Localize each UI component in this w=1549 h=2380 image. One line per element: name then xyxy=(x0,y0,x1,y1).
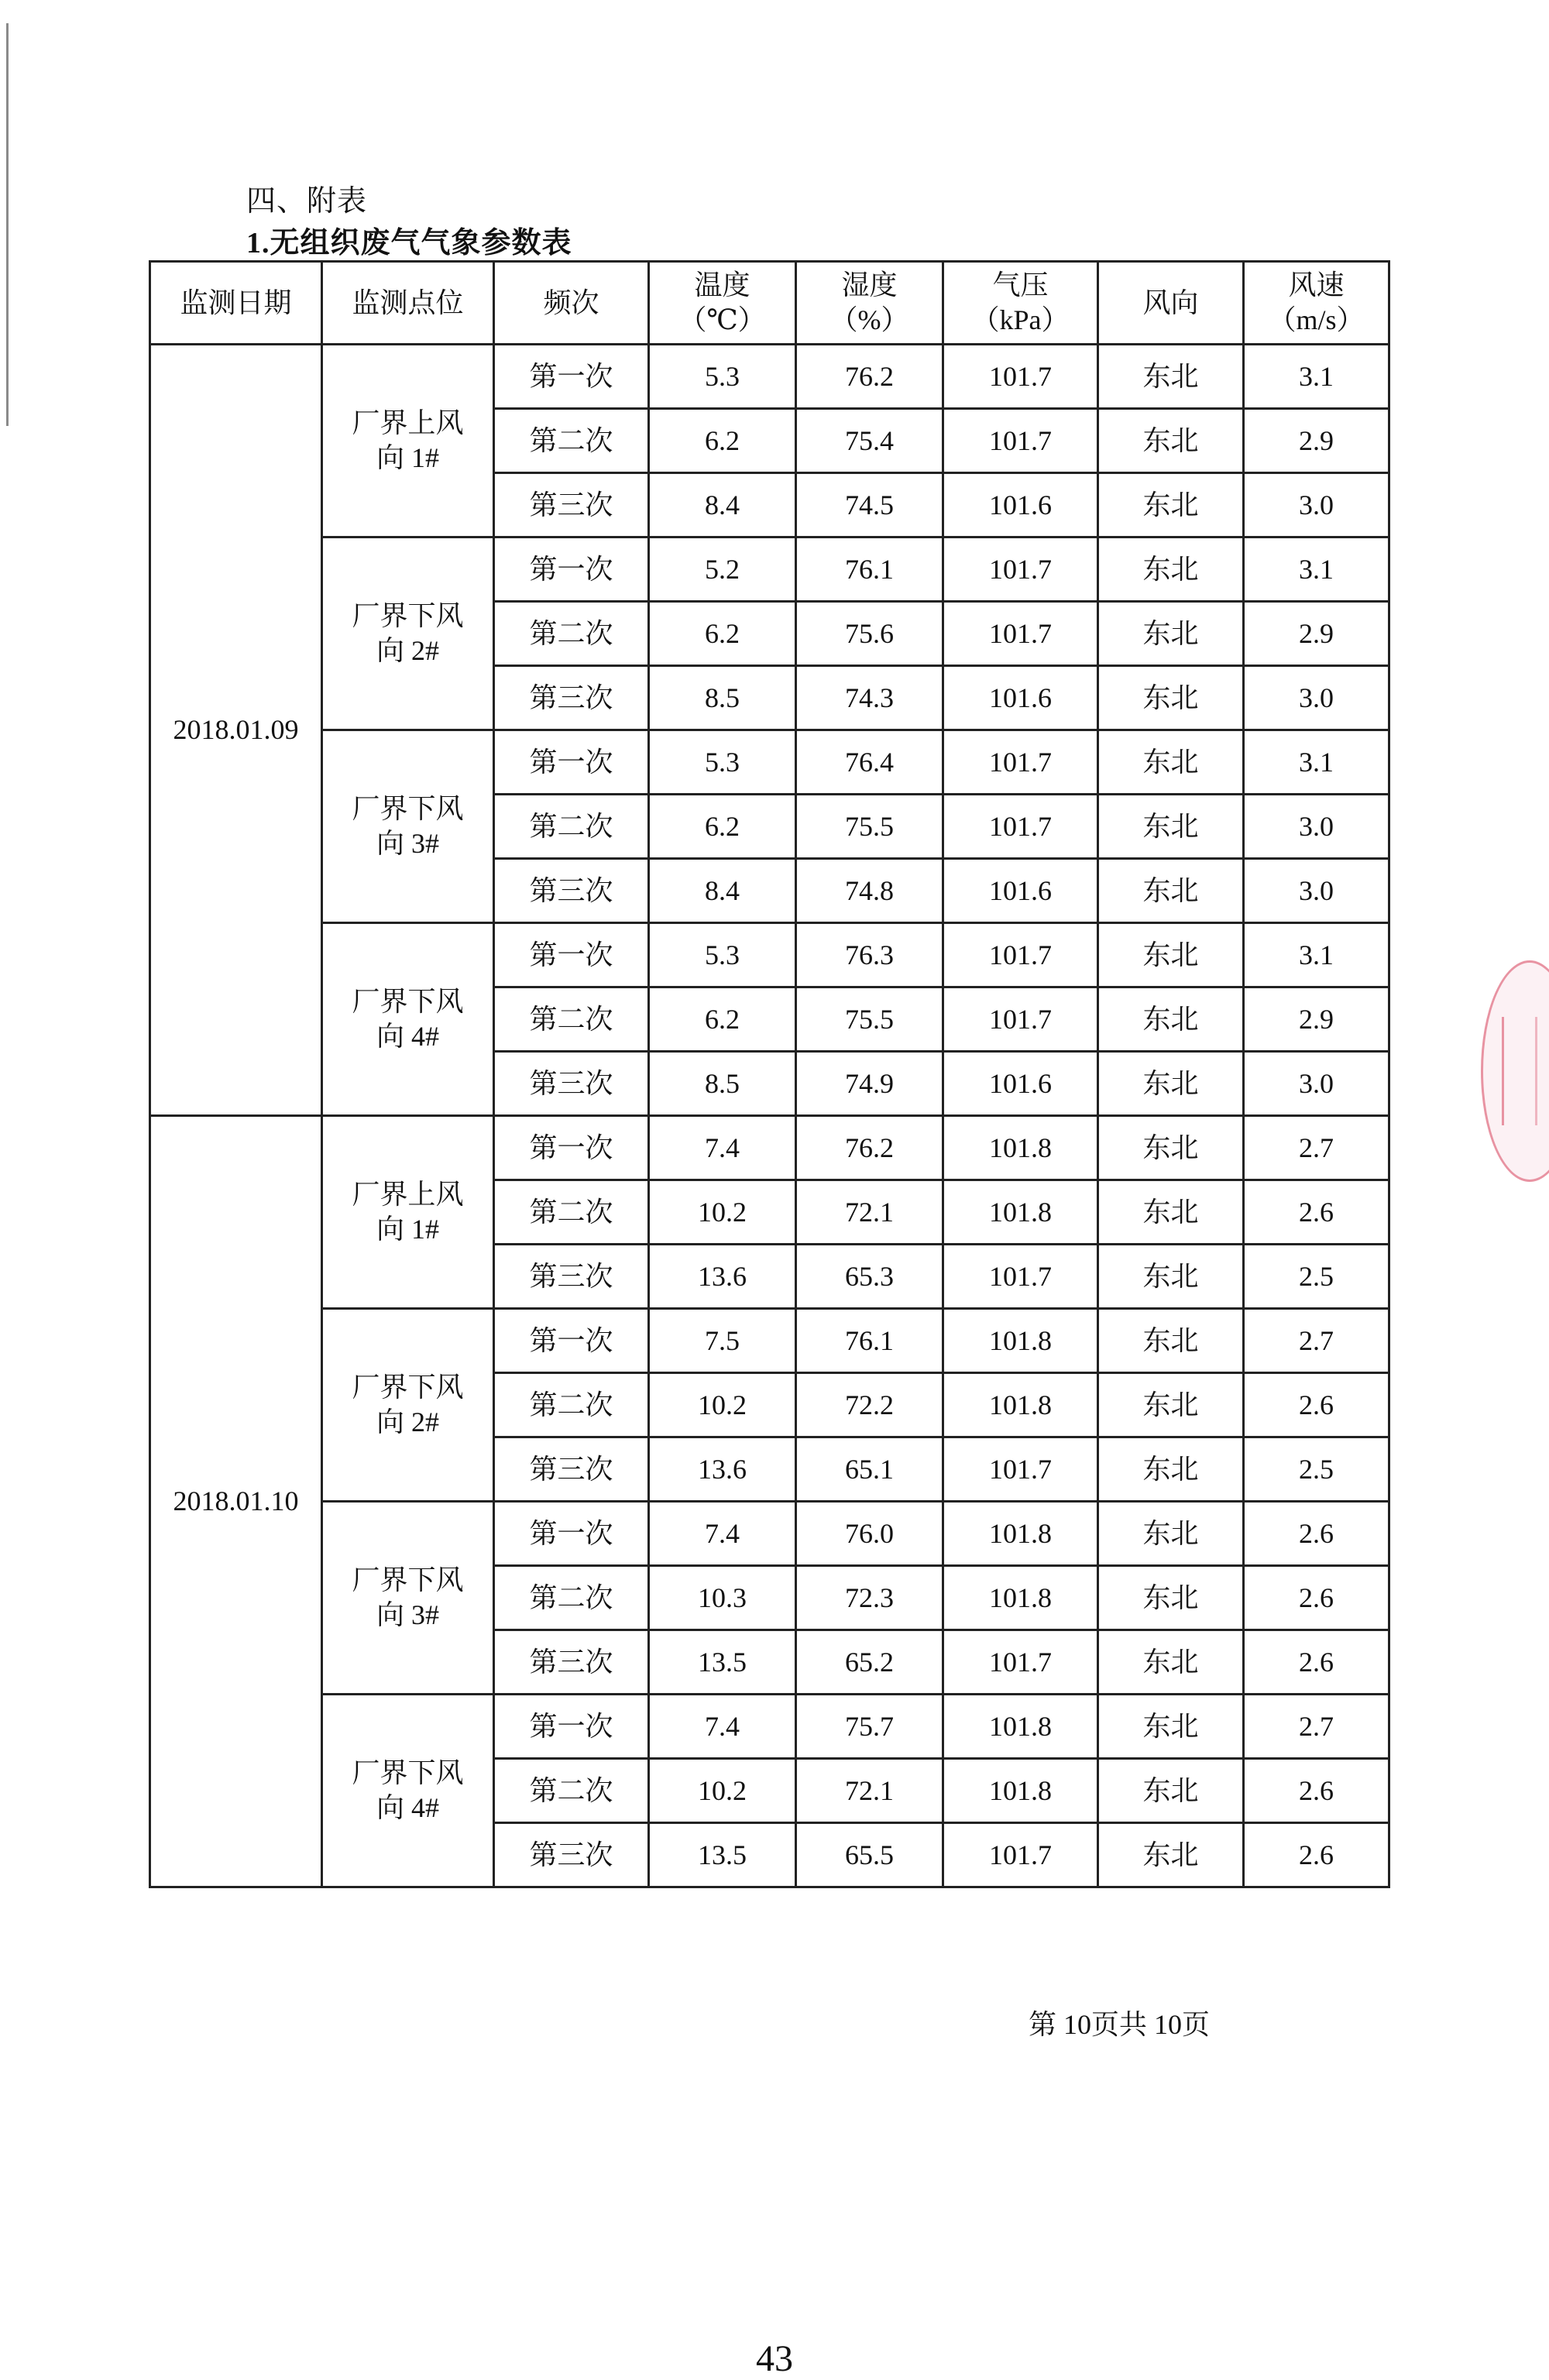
header-cell-point: 监测点位 xyxy=(322,262,494,345)
cell-date: 2018.01.09 xyxy=(150,345,322,1116)
page-footer: 第 10页共 10页 xyxy=(1029,2009,1211,2040)
cell-wind-direction: 东北 xyxy=(1098,1502,1244,1566)
cell-frequency: 第二次 xyxy=(494,1180,649,1245)
cell-temperature: 13.5 xyxy=(649,1630,796,1695)
cell-temperature: 13.6 xyxy=(649,1245,796,1309)
cell-temperature: 7.5 xyxy=(649,1309,796,1373)
cell-monitoring-point: 厂界下风 向 3# xyxy=(322,1502,494,1695)
cell-wind-speed: 2.5 xyxy=(1244,1245,1389,1309)
cell-wind-direction: 东北 xyxy=(1098,666,1244,730)
cell-frequency: 第三次 xyxy=(494,1052,649,1116)
cell-frequency: 第一次 xyxy=(494,1502,649,1566)
header-cell-pressure: 气压 （kPa） xyxy=(943,262,1098,345)
cell-wind-direction: 东北 xyxy=(1098,537,1244,602)
cell-pressure: 101.8 xyxy=(943,1309,1098,1373)
cell-frequency: 第二次 xyxy=(494,987,649,1052)
cell-wind-direction: 东北 xyxy=(1098,1180,1244,1245)
cell-monitoring-point: 厂界下风 向 4# xyxy=(322,1695,494,1887)
table-row xyxy=(150,923,1389,987)
cell-temperature: 5.3 xyxy=(649,923,796,987)
cell-humidity: 75.7 xyxy=(796,1695,943,1759)
cell-frequency: 第二次 xyxy=(494,795,649,859)
cell-frequency: 第一次 xyxy=(494,1116,649,1180)
cell-frequency: 第二次 xyxy=(494,1373,649,1437)
cell-frequency: 第一次 xyxy=(494,537,649,602)
cell-humidity: 65.2 xyxy=(796,1630,943,1695)
cell-temperature: 6.2 xyxy=(649,602,796,666)
cell-pressure: 101.7 xyxy=(943,537,1098,602)
cell-humidity: 65.3 xyxy=(796,1245,943,1309)
header-cell-date: 监测日期 xyxy=(150,262,322,345)
header-cell-temperature: 温度 （℃） xyxy=(649,262,796,345)
seal-mark xyxy=(1502,1017,1537,1125)
cell-humidity: 72.3 xyxy=(796,1566,943,1630)
cell-pressure: 101.7 xyxy=(943,1823,1098,1887)
cell-wind-speed: 2.5 xyxy=(1244,1437,1389,1502)
page-number: 43 xyxy=(756,2338,793,2379)
cell-wind-speed: 3.1 xyxy=(1244,923,1389,987)
cell-temperature: 7.4 xyxy=(649,1116,796,1180)
cell-wind-speed: 2.6 xyxy=(1244,1373,1389,1437)
cell-wind-direction: 东北 xyxy=(1098,923,1244,987)
cell-wind-direction: 东北 xyxy=(1098,1116,1244,1180)
cell-pressure: 101.6 xyxy=(943,473,1098,537)
cell-temperature: 8.5 xyxy=(649,1052,796,1116)
cell-wind-speed: 3.1 xyxy=(1244,345,1389,409)
cell-temperature: 13.6 xyxy=(649,1437,796,1502)
cell-pressure: 101.8 xyxy=(943,1116,1098,1180)
cell-pressure: 101.6 xyxy=(943,859,1098,923)
cell-wind-speed: 2.9 xyxy=(1244,409,1389,473)
cell-monitoring-point: 厂界下风 向 2# xyxy=(322,1309,494,1502)
cell-temperature: 7.4 xyxy=(649,1502,796,1566)
cell-pressure: 101.8 xyxy=(943,1180,1098,1245)
cell-temperature: 10.2 xyxy=(649,1180,796,1245)
cell-pressure: 101.7 xyxy=(943,409,1098,473)
table-row xyxy=(150,1695,1389,1759)
cell-pressure: 101.7 xyxy=(943,795,1098,859)
cell-wind-speed: 2.6 xyxy=(1244,1502,1389,1566)
cell-pressure: 101.7 xyxy=(943,602,1098,666)
header-cell-wind-direction: 风向 xyxy=(1098,262,1244,345)
cell-humidity: 74.3 xyxy=(796,666,943,730)
red-seal-stamp xyxy=(1481,960,1549,1182)
cell-humidity: 76.2 xyxy=(796,345,943,409)
cell-wind-speed: 2.6 xyxy=(1244,1759,1389,1823)
cell-humidity: 72.2 xyxy=(796,1373,943,1437)
cell-wind-direction: 东北 xyxy=(1098,1630,1244,1695)
cell-wind-direction: 东北 xyxy=(1098,345,1244,409)
header-cell-humidity: 湿度 （%） xyxy=(796,262,943,345)
header-row xyxy=(150,262,1389,345)
cell-humidity: 75.4 xyxy=(796,409,943,473)
cell-wind-speed: 3.0 xyxy=(1244,1052,1389,1116)
cell-wind-speed: 2.9 xyxy=(1244,987,1389,1052)
cell-monitoring-point: 厂界上风 向 1# xyxy=(322,1116,494,1309)
cell-pressure: 101.7 xyxy=(943,923,1098,987)
cell-pressure: 101.7 xyxy=(943,1437,1098,1502)
cell-frequency: 第三次 xyxy=(494,859,649,923)
cell-wind-direction: 东北 xyxy=(1098,1373,1244,1437)
cell-monitoring-point: 厂界下风 向 4# xyxy=(322,923,494,1116)
table-row xyxy=(150,1502,1389,1566)
cell-pressure: 101.7 xyxy=(943,730,1098,795)
cell-frequency: 第三次 xyxy=(494,1245,649,1309)
cell-humidity: 76.3 xyxy=(796,923,943,987)
cell-humidity: 74.5 xyxy=(796,473,943,537)
cell-wind-direction: 东北 xyxy=(1098,795,1244,859)
cell-pressure: 101.8 xyxy=(943,1566,1098,1630)
cell-temperature: 5.3 xyxy=(649,730,796,795)
cell-wind-speed: 2.6 xyxy=(1244,1630,1389,1695)
cell-temperature: 6.2 xyxy=(649,409,796,473)
cell-temperature: 6.2 xyxy=(649,987,796,1052)
cell-frequency: 第三次 xyxy=(494,1823,649,1887)
cell-wind-speed: 3.0 xyxy=(1244,666,1389,730)
cell-frequency: 第一次 xyxy=(494,345,649,409)
cell-wind-direction: 东北 xyxy=(1098,1052,1244,1116)
cell-wind-speed: 3.0 xyxy=(1244,859,1389,923)
cell-temperature: 8.4 xyxy=(649,473,796,537)
cell-temperature: 10.2 xyxy=(649,1373,796,1437)
cell-frequency: 第一次 xyxy=(494,730,649,795)
cell-wind-direction: 东北 xyxy=(1098,730,1244,795)
cell-frequency: 第一次 xyxy=(494,1309,649,1373)
cell-humidity: 65.5 xyxy=(796,1823,943,1887)
cell-wind-direction: 东北 xyxy=(1098,1823,1244,1887)
cell-wind-speed: 3.1 xyxy=(1244,730,1389,795)
table-row xyxy=(150,537,1389,602)
table-row xyxy=(150,345,1389,409)
table-row xyxy=(150,1116,1389,1180)
cell-date: 2018.01.10 xyxy=(150,1116,322,1887)
cell-temperature: 10.2 xyxy=(649,1759,796,1823)
cell-pressure: 101.7 xyxy=(943,1245,1098,1309)
cell-pressure: 101.6 xyxy=(943,1052,1098,1116)
cell-frequency: 第一次 xyxy=(494,923,649,987)
cell-temperature: 5.2 xyxy=(649,537,796,602)
cell-pressure: 101.8 xyxy=(943,1759,1098,1823)
header-cell-wind-speed: 风速 （m/s） xyxy=(1244,262,1389,345)
cell-wind-direction: 东北 xyxy=(1098,473,1244,537)
section-heading: 四、附表 xyxy=(246,185,368,218)
cell-monitoring-point: 厂界下风 向 2# xyxy=(322,537,494,730)
cell-humidity: 75.5 xyxy=(796,987,943,1052)
table-title: 1.无组织废气气象参数表 xyxy=(246,227,572,259)
cell-wind-speed: 3.0 xyxy=(1244,473,1389,537)
cell-wind-speed: 2.6 xyxy=(1244,1823,1389,1887)
cell-wind-direction: 东北 xyxy=(1098,1309,1244,1373)
cell-wind-direction: 东北 xyxy=(1098,409,1244,473)
cell-frequency: 第三次 xyxy=(494,473,649,537)
cell-monitoring-point: 厂界下风 向 3# xyxy=(322,730,494,923)
cell-humidity: 72.1 xyxy=(796,1759,943,1823)
cell-wind-direction: 东北 xyxy=(1098,1695,1244,1759)
cell-pressure: 101.7 xyxy=(943,1630,1098,1695)
cell-wind-direction: 东北 xyxy=(1098,987,1244,1052)
table-row xyxy=(150,730,1389,795)
cell-wind-speed: 2.9 xyxy=(1244,602,1389,666)
cell-frequency: 第一次 xyxy=(494,1695,649,1759)
header-cell-frequency: 频次 xyxy=(494,262,649,345)
cell-wind-speed: 2.7 xyxy=(1244,1309,1389,1373)
cell-wind-speed: 2.7 xyxy=(1244,1116,1389,1180)
cell-humidity: 72.1 xyxy=(796,1180,943,1245)
cell-frequency: 第三次 xyxy=(494,666,649,730)
cell-frequency: 第二次 xyxy=(494,1759,649,1823)
cell-wind-direction: 东北 xyxy=(1098,859,1244,923)
cell-wind-speed: 3.0 xyxy=(1244,795,1389,859)
cell-frequency: 第二次 xyxy=(494,409,649,473)
cell-wind-speed: 3.1 xyxy=(1244,537,1389,602)
cell-humidity: 75.5 xyxy=(796,795,943,859)
cell-humidity: 75.6 xyxy=(796,602,943,666)
cell-wind-speed: 2.7 xyxy=(1244,1695,1389,1759)
cell-frequency: 第三次 xyxy=(494,1630,649,1695)
cell-temperature: 8.4 xyxy=(649,859,796,923)
meteorological-parameters-table xyxy=(149,260,1390,1888)
cell-wind-speed: 2.6 xyxy=(1244,1566,1389,1630)
cell-humidity: 74.8 xyxy=(796,859,943,923)
cell-wind-direction: 东北 xyxy=(1098,1566,1244,1630)
cell-temperature: 6.2 xyxy=(649,795,796,859)
cell-frequency: 第三次 xyxy=(494,1437,649,1502)
cell-humidity: 76.0 xyxy=(796,1502,943,1566)
cell-wind-speed: 2.6 xyxy=(1244,1180,1389,1245)
cell-pressure: 101.8 xyxy=(943,1502,1098,1566)
cell-temperature: 8.5 xyxy=(649,666,796,730)
cell-frequency: 第二次 xyxy=(494,1566,649,1630)
cell-temperature: 5.3 xyxy=(649,345,796,409)
cell-humidity: 76.1 xyxy=(796,537,943,602)
table-row xyxy=(150,1309,1389,1373)
cell-wind-direction: 东北 xyxy=(1098,602,1244,666)
cell-humidity: 76.4 xyxy=(796,730,943,795)
cell-temperature: 13.5 xyxy=(649,1823,796,1887)
cell-wind-direction: 东北 xyxy=(1098,1437,1244,1502)
cell-humidity: 65.1 xyxy=(796,1437,943,1502)
cell-frequency: 第二次 xyxy=(494,602,649,666)
cell-monitoring-point: 厂界上风 向 1# xyxy=(322,345,494,537)
cell-pressure: 101.6 xyxy=(943,666,1098,730)
cell-pressure: 101.7 xyxy=(943,345,1098,409)
cell-wind-direction: 东北 xyxy=(1098,1245,1244,1309)
cell-pressure: 101.8 xyxy=(943,1695,1098,1759)
cell-temperature: 10.3 xyxy=(649,1566,796,1630)
cell-humidity: 76.1 xyxy=(796,1309,943,1373)
scan-edge-line xyxy=(6,23,9,426)
cell-pressure: 101.8 xyxy=(943,1373,1098,1437)
table-body xyxy=(150,345,1389,1887)
cell-humidity: 74.9 xyxy=(796,1052,943,1116)
cell-temperature: 7.4 xyxy=(649,1695,796,1759)
cell-humidity: 76.2 xyxy=(796,1116,943,1180)
cell-pressure: 101.7 xyxy=(943,987,1098,1052)
cell-wind-direction: 东北 xyxy=(1098,1759,1244,1823)
